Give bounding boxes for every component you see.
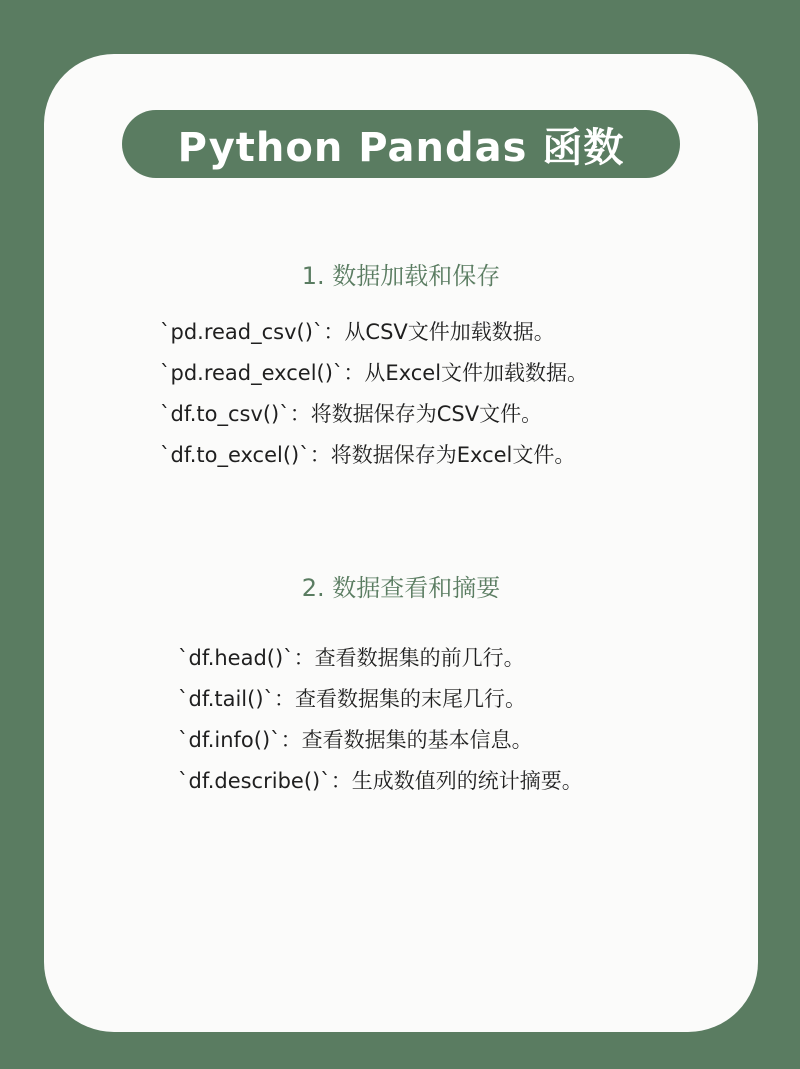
list-item: `df.tail()`：查看数据集的末尾几行。 bbox=[178, 687, 527, 711]
list-item: `pd.read_excel()`：从Excel文件加载数据。 bbox=[160, 361, 589, 385]
list-item: `df.head()`：查看数据集的前几行。 bbox=[178, 646, 525, 670]
list-item: `df.info()`：查看数据集的基本信息。 bbox=[178, 728, 533, 752]
content-card bbox=[44, 54, 758, 1032]
list-item: `pd.read_csv()`：从CSV文件加载数据。 bbox=[160, 320, 555, 344]
section-list-loading-saving bbox=[160, 312, 588, 476]
section-heading-loading-saving: 1. 数据加载和保存 bbox=[301, 262, 501, 290]
title-banner bbox=[122, 110, 680, 178]
list-item: `df.describe()`：生成数值列的统计摘要。 bbox=[178, 769, 583, 793]
section-list-viewing-summary bbox=[178, 638, 583, 802]
page-title: Python Pandas 函数 bbox=[177, 124, 625, 171]
list-item: `df.to_excel()`：将数据保存为Excel文件。 bbox=[160, 443, 576, 467]
list-item: `df.to_csv()`：将数据保存为CSV文件。 bbox=[160, 402, 543, 426]
section-heading-viewing-summary: 2. 数据查看和摘要 bbox=[301, 574, 501, 602]
